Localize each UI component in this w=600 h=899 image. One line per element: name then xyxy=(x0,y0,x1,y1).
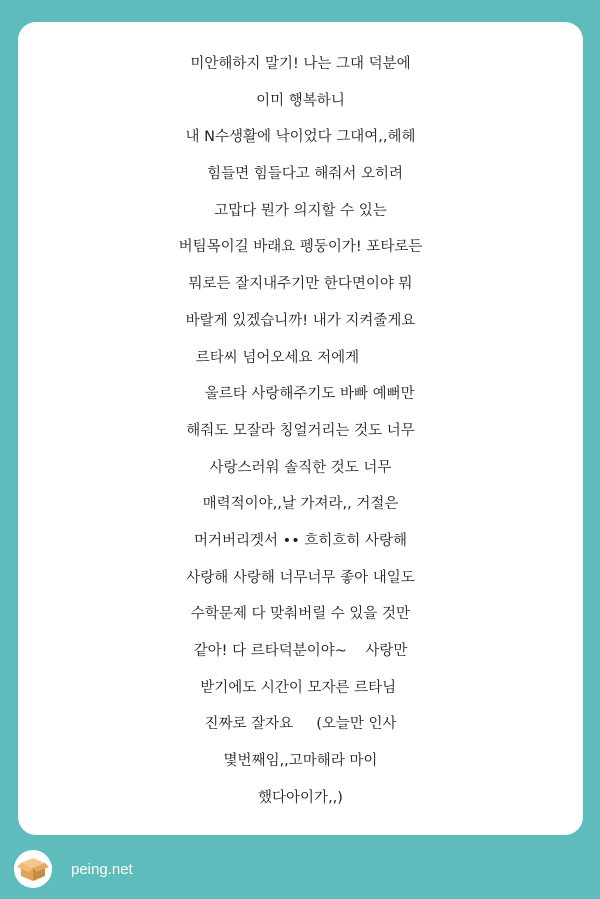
message-line: 진짜로 잘자요 (오늘만 인사 xyxy=(204,716,397,733)
message-line: 머거버리겟서 •• 흐히흐히 사랑해 xyxy=(193,532,408,549)
message-line: 수학문제 다 맞춰버릴 수 있을 것만 xyxy=(190,606,411,623)
message-line: 해줘도 모잘라 칭얼거리는 것도 너무 xyxy=(186,422,415,439)
message-line: 했다아이가,,) xyxy=(258,789,343,806)
message-line: 매력적이야,,날 가져라,, 거절은 xyxy=(202,496,399,513)
message-text xyxy=(18,54,583,824)
message-line: 같아! 다 르타덕분이야~ 사랑만 xyxy=(193,643,408,659)
message-line: 울르타 사랑해주기도 바빠 예뻐만 xyxy=(186,386,415,403)
message-line: 이미 행복하니 xyxy=(256,92,345,109)
message-line: 고맙다 뭔가 의지할 수 있는 xyxy=(214,202,387,219)
message-line: 사랑해 사랑해 너무너무 좋아 내일도 xyxy=(186,569,415,586)
message-line: 르타씨 넘어오세요 저에게 xyxy=(195,349,406,366)
brand-name[interactable]: peing.net xyxy=(71,861,133,878)
message-line: 뭐로든 잘지내주기만 한다면이야 뭐 xyxy=(188,276,413,293)
message-line: 힘들면 힘들다고 해줘서 오히려 xyxy=(197,166,404,183)
footer xyxy=(0,835,600,899)
message-line: 몇번째임,,고마해라 마이 xyxy=(223,753,378,770)
message-line: 받기에도 시간이 모자른 르타님 xyxy=(200,679,401,696)
message-line: 내 N수생활에 낙이었다 그대여,,헤헤 xyxy=(185,129,416,146)
message-line: 바랄게 있겠습니까! 내가 지켜줄게요 xyxy=(185,312,416,329)
message-line: 사랑스러워 솔직한 것도 너무 xyxy=(209,459,392,476)
message-line: 미안해하지 말기! 나는 그대 덕분에 xyxy=(190,56,411,72)
message-card xyxy=(18,22,583,835)
message-line: 버팀목이길 바래요 펭둥이가! 포타로든 xyxy=(178,239,423,256)
box-icon[interactable] xyxy=(14,850,52,888)
